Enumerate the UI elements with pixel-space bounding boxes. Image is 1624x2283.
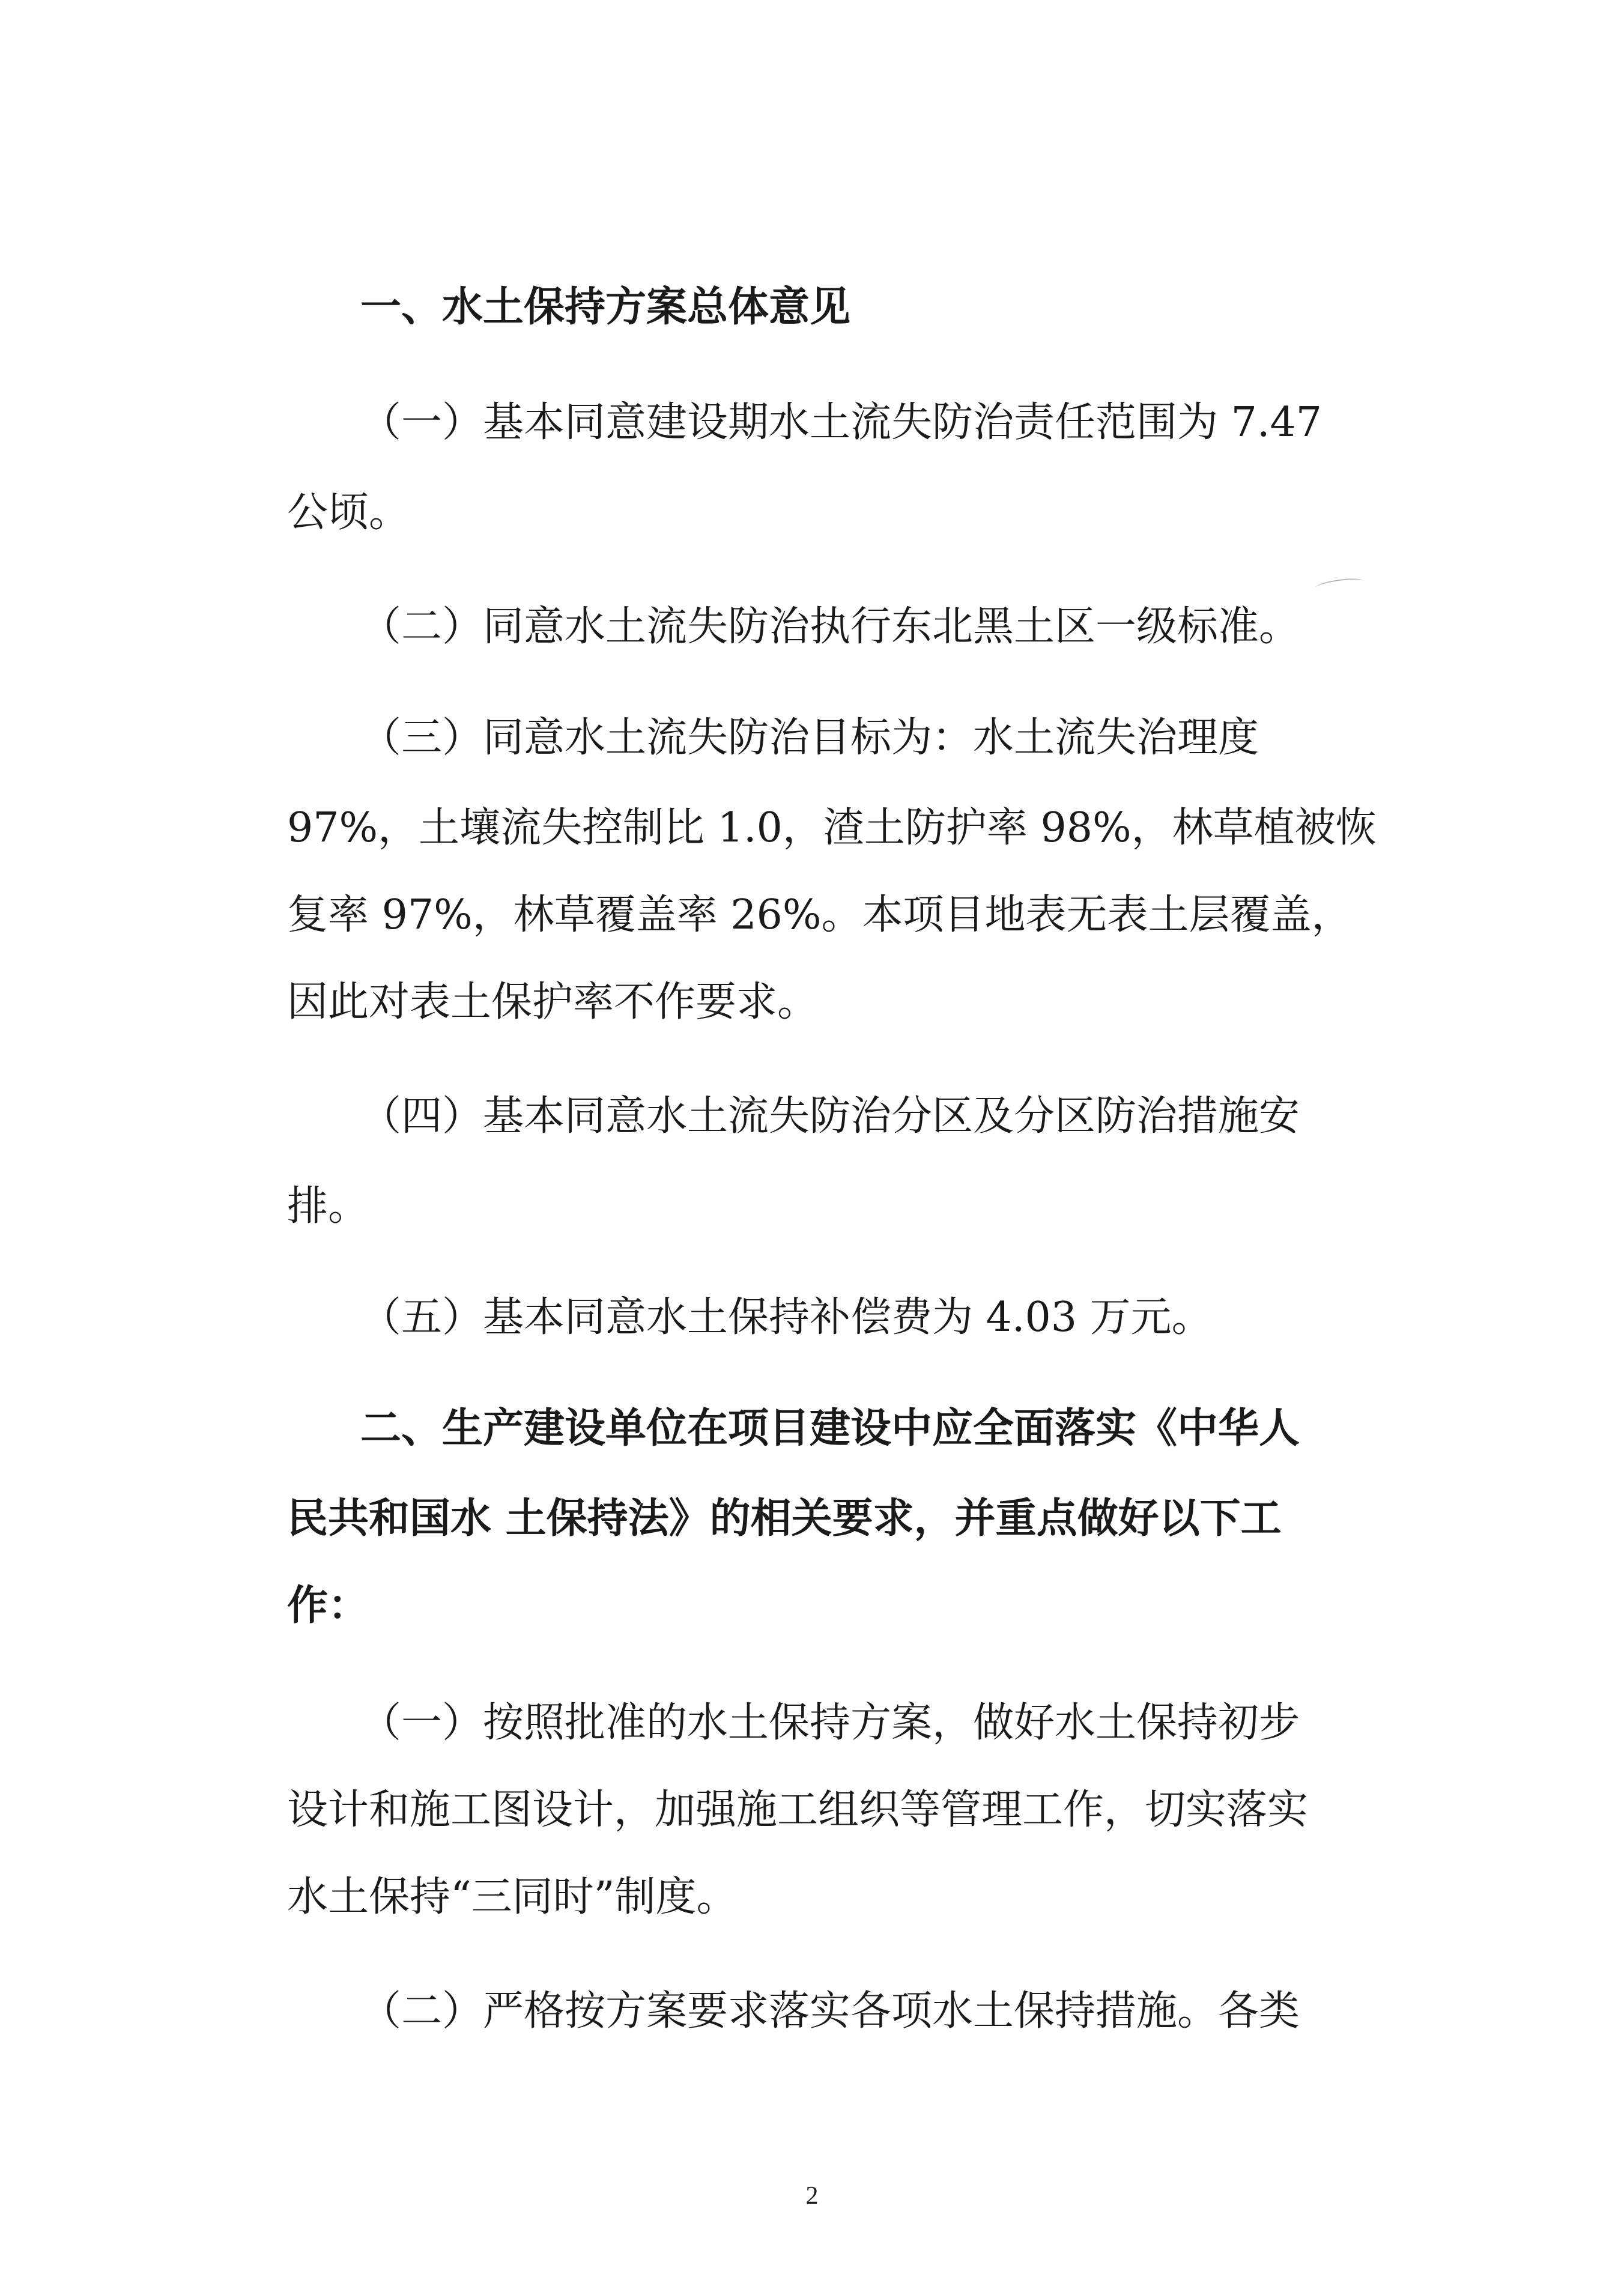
- paragraph-line: （三）同意水土流失防治目标为：水土流失治理度: [360, 714, 1259, 762]
- paragraph-line: （一）基本同意建设期水土流失防治责任范围为 7.47: [360, 399, 1323, 446]
- paragraph-line: （五）基本同意水土保持补偿费为 4.03 万元。: [360, 1294, 1213, 1341]
- paragraph-line: 复率 97%，林草覆盖率 26%。本项目地表无表土层覆盖，: [287, 891, 1353, 939]
- paragraph-line: （四）基本同意水土流失防治分区及分区防治措施安: [360, 1093, 1300, 1140]
- section-heading-2-line: 民共和国水 土保持法》的相关要求，并重点做好以下工: [287, 1495, 1282, 1542]
- page-number: 2: [805, 2182, 819, 2210]
- paragraph-line: （二）同意水土流失防治执行东北黑土区一级标准。: [360, 603, 1300, 650]
- paragraph-line: 公顷。: [287, 489, 410, 536]
- section-heading-1: 一、水土保持方案总体意见: [360, 283, 851, 331]
- scan-mark: [1315, 577, 1363, 593]
- paragraph-line: 设计和施工图设计，加强施工组织等管理工作，切实落实: [287, 1786, 1309, 1834]
- section-heading-2-line: 作：: [287, 1582, 369, 1630]
- paragraph-line: 排。: [287, 1183, 369, 1230]
- section-heading-2-line: 二、生产建设单位在项目建设中应全面落实《中华人: [360, 1405, 1300, 1452]
- paragraph-line: 因此对表土保护率不作要求。: [287, 978, 819, 1026]
- paragraph-line: 水土保持“三同时”制度。: [287, 1873, 738, 1921]
- paragraph-line: （一）按照批准的水土保持方案，做好水土保持初步: [360, 1699, 1300, 1747]
- paragraph-line: （二）严格按方案要求落实各项水土保持措施。各类: [360, 1987, 1300, 2035]
- paragraph-line: 97%，土壤流失控制比 1.0，渣土防护率 98%，林草植被恢: [287, 804, 1377, 852]
